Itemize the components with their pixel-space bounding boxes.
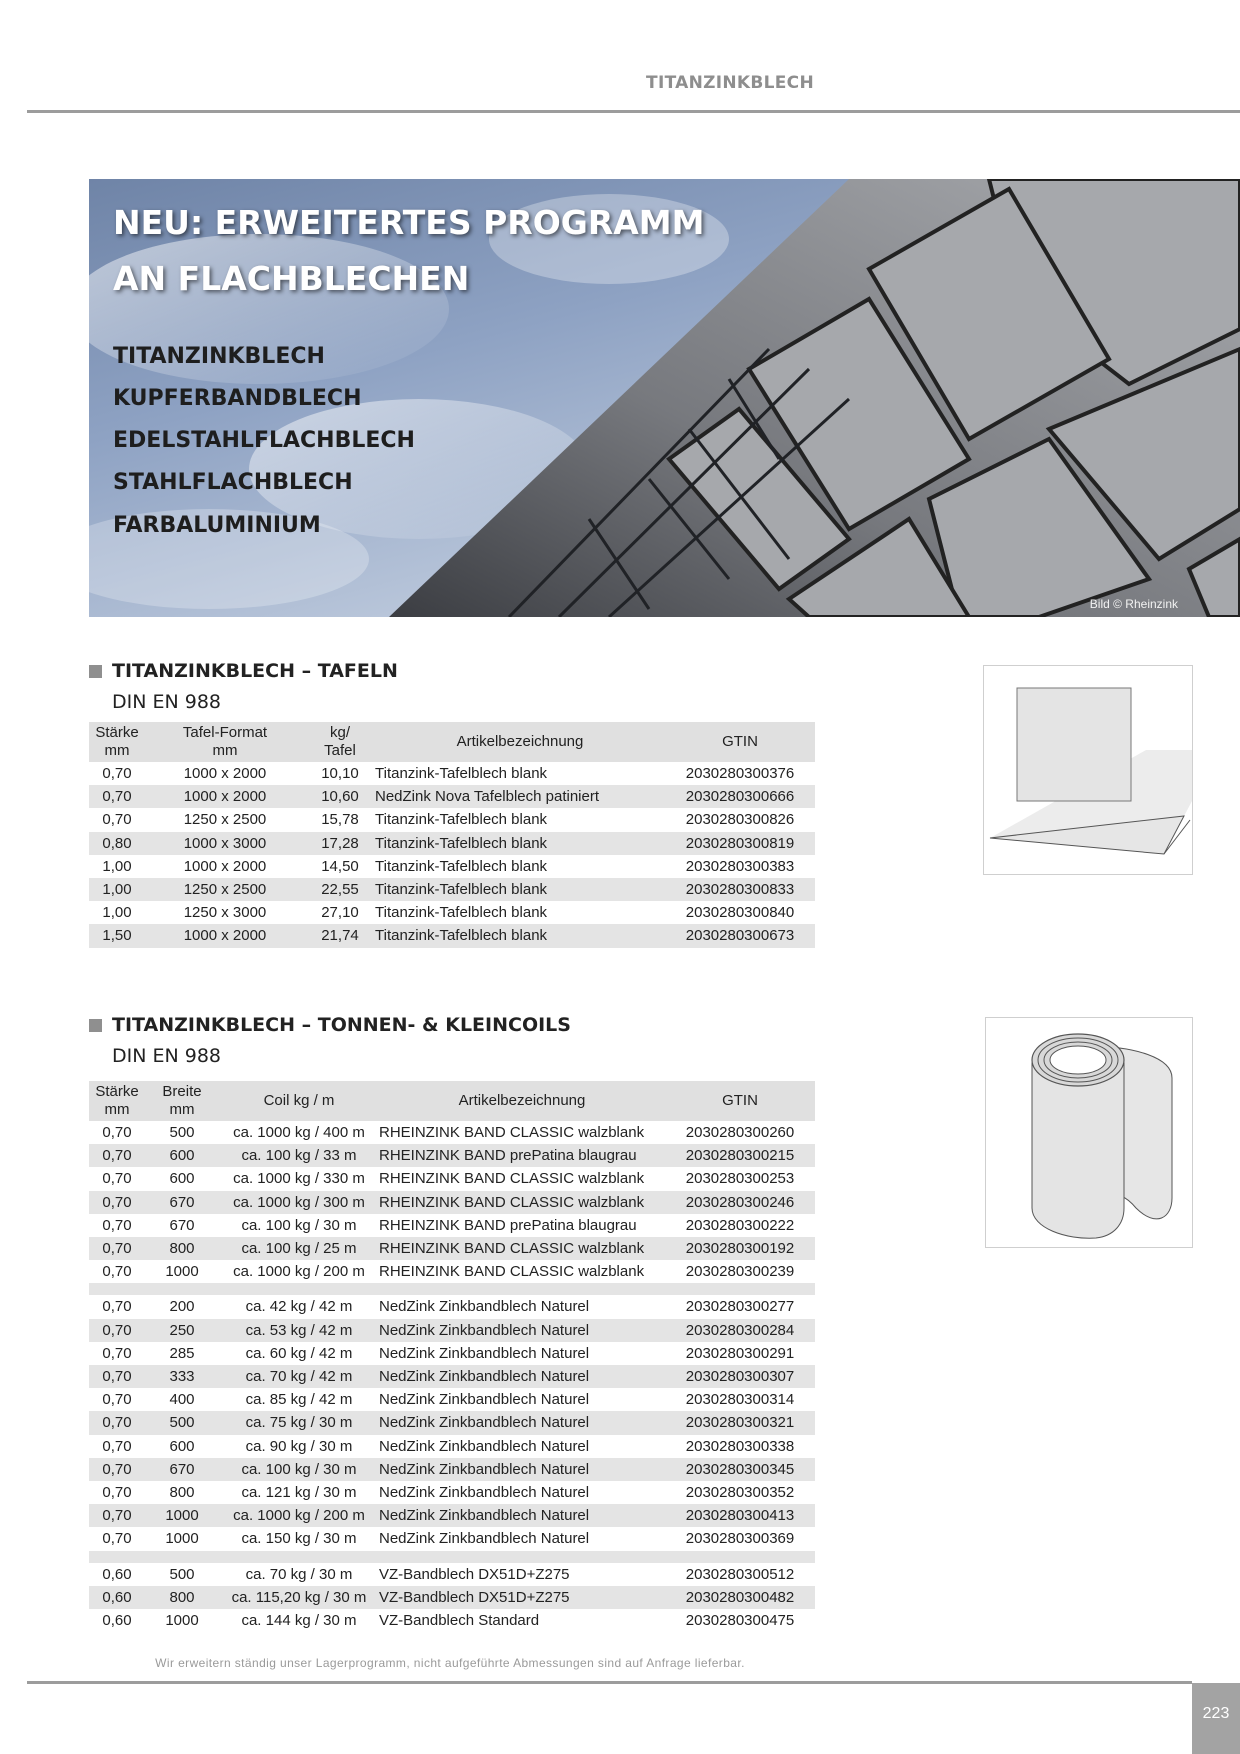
table-cell: 10,60 xyxy=(305,785,375,808)
table-cell: 1000 x 2000 xyxy=(183,765,267,782)
table-row xyxy=(89,1411,815,1434)
table-cell: 0,70 xyxy=(89,1365,145,1388)
table-row xyxy=(89,901,815,924)
table-cell: 2030280300376 xyxy=(685,765,795,782)
sheet-illustration xyxy=(983,665,1193,875)
table-cell: 200 xyxy=(169,1298,195,1316)
table-cell: ca. 150 kg / 30 m xyxy=(241,1530,357,1548)
table-row xyxy=(89,1342,815,1365)
table-cell: RHEINZINK BAND CLASSIC walzblank xyxy=(379,1263,645,1281)
table-cell: 1250 x 2500 xyxy=(183,811,267,829)
table-cell: 2030280300345 xyxy=(665,1458,815,1481)
table-cell: RHEINZINK BAND CLASSIC walzblank xyxy=(379,1237,665,1260)
section-bullet-icon xyxy=(89,665,102,678)
table-cell: 0,70 xyxy=(102,811,132,829)
table-row xyxy=(89,1563,815,1586)
table-cell: 0,70 xyxy=(102,1298,132,1316)
table-cell: 2030280300291 xyxy=(685,1344,795,1362)
table-cell: 10,10 xyxy=(321,765,359,782)
table-cell: 0,70 xyxy=(102,1391,132,1409)
table-row xyxy=(89,1435,815,1458)
group-spacer-row xyxy=(89,1551,815,1563)
table-cell: 1000 xyxy=(165,1530,199,1548)
table-cell: 2030280300666 xyxy=(665,785,815,808)
table-cell: 0,70 xyxy=(102,1530,132,1548)
table-cell: 2030280300321 xyxy=(665,1411,815,1434)
table-cell: 1,00 xyxy=(102,857,132,875)
table-cell: 500 xyxy=(145,1411,219,1434)
hero-item: STAHLFLACHBLECH xyxy=(113,470,353,495)
table-cell: 1000 x 3000 xyxy=(145,832,305,855)
table-cell: NedZink Nova Tafelblech patiniert xyxy=(375,785,665,808)
table-cell: 2030280300475 xyxy=(685,1612,795,1630)
table-cell: VZ-Bandblech DX51D+Z275 xyxy=(379,1586,665,1609)
table-cell: NedZink Zinkbandblech Naturel xyxy=(379,1530,590,1548)
tafeln-table xyxy=(89,722,815,948)
hero-title xyxy=(113,195,704,307)
table-row xyxy=(89,1237,815,1260)
table-cell: 2030280300413 xyxy=(665,1504,815,1527)
table-cell: 2030280300673 xyxy=(665,924,815,947)
table-cell: 2030280300840 xyxy=(685,904,795,922)
table-cell: NedZink Zinkbandblech Naturel xyxy=(379,1319,665,1342)
table-cell: 333 xyxy=(145,1365,219,1388)
table-row xyxy=(89,1609,815,1632)
table-row xyxy=(89,1295,815,1318)
table-cell: 1000 xyxy=(165,1612,199,1630)
table-cell: ca. 100 kg / 30 m xyxy=(241,1216,357,1234)
section-title: TITANZINKBLECH – TAFELN xyxy=(112,660,398,682)
table-cell: 2030280300819 xyxy=(665,832,815,855)
hero-item: EDELSTAHLFLACHBLECH xyxy=(113,428,415,453)
table-cell: 1000 x 2000 xyxy=(183,857,267,875)
table-cell: 0,70 xyxy=(102,765,132,782)
table-row xyxy=(89,1191,815,1214)
group-spacer-row xyxy=(89,1283,815,1295)
table-cell: 14,50 xyxy=(321,857,359,875)
table-cell: 2030280300239 xyxy=(685,1263,795,1281)
table-cell: 2030280300260 xyxy=(685,1124,795,1141)
table-row xyxy=(89,762,815,785)
table-cell: ca. 53 kg / 42 m xyxy=(219,1319,379,1342)
table-cell: Titanzink-Tafelblech blank xyxy=(375,924,665,947)
table-cell: ca. 70 kg / 30 m xyxy=(245,1565,353,1583)
column-header: Stärke mm xyxy=(89,1081,145,1121)
coil-illustration xyxy=(985,1017,1193,1248)
table-cell: RHEINZINK BAND CLASSIC walzblank xyxy=(379,1124,645,1141)
table-cell: 0,60 xyxy=(102,1565,132,1583)
table-cell: NedZink Zinkbandblech Naturel xyxy=(379,1411,665,1434)
table-cell: 2030280300826 xyxy=(685,811,795,829)
table-cell: 285 xyxy=(169,1344,195,1362)
page-number-box xyxy=(1192,1683,1240,1754)
table-cell: 1250 x 3000 xyxy=(183,904,267,922)
column-header: Artikelbezeichnung xyxy=(379,1081,665,1121)
table-cell: ca. 1000 kg / 200 m xyxy=(233,1263,365,1281)
table-row xyxy=(89,924,815,947)
table-cell: Titanzink-Tafelblech blank xyxy=(375,857,548,875)
table-cell: 250 xyxy=(145,1319,219,1342)
table-cell: Titanzink-Tafelblech blank xyxy=(375,811,548,829)
table-cell: NedZink Zinkbandblech Naturel xyxy=(379,1344,590,1362)
table-cell: ca. 144 kg / 30 m xyxy=(241,1612,357,1630)
section-subtitle: DIN EN 988 xyxy=(112,1045,222,1067)
table-cell: ca. 100 kg / 30 m xyxy=(219,1458,379,1481)
table-cell: ca. 100 kg / 33 m xyxy=(219,1144,379,1167)
table-cell: NedZink Zinkbandblech Naturel xyxy=(379,1458,665,1481)
hero-title-line-2: AN FLACHBLECHEN xyxy=(113,259,470,298)
table-row xyxy=(89,1214,815,1237)
table-cell: 0,70 xyxy=(102,1344,132,1362)
table-cell: RHEINZINK BAND CLASSIC walzblank xyxy=(379,1170,645,1188)
table-cell: 800 xyxy=(145,1586,219,1609)
section-subtitle: DIN EN 988 xyxy=(112,691,222,713)
section-title: TITANZINKBLECH – TONNEN- & KLEINCOILS xyxy=(112,1014,571,1036)
table-cell: 600 xyxy=(169,1437,195,1455)
column-header: Stärke mm xyxy=(89,722,145,762)
table-cell: 2030280300512 xyxy=(685,1565,795,1583)
table-cell: 1250 x 2500 xyxy=(145,878,305,901)
table-cell: 670 xyxy=(145,1458,219,1481)
running-header-title: TITANZINKBLECH xyxy=(646,73,814,93)
table-cell: 1,00 xyxy=(102,904,132,922)
table-cell: NedZink Zinkbandblech Naturel xyxy=(379,1484,590,1502)
table-cell: 2030280300482 xyxy=(665,1586,815,1609)
table-cell: Titanzink-Tafelblech blank xyxy=(375,832,665,855)
table-row xyxy=(89,808,815,831)
page-number: 223 xyxy=(1202,1705,1230,1722)
image-credit: Bild © Rheinzink xyxy=(1089,597,1178,611)
table-cell: ca. 1000 kg / 400 m xyxy=(233,1124,365,1141)
table-cell: 2030280300369 xyxy=(685,1530,795,1548)
table-cell: 600 xyxy=(169,1170,195,1188)
table-row xyxy=(89,1365,815,1388)
table-cell: ca. 100 kg / 25 m xyxy=(219,1237,379,1260)
table-cell: NedZink Zinkbandblech Naturel xyxy=(379,1437,590,1455)
table-cell: ca. 1000 kg / 330 m xyxy=(233,1170,365,1188)
table-cell: VZ-Bandblech DX51D+Z275 xyxy=(379,1565,570,1583)
table-cell: 670 xyxy=(169,1216,195,1234)
hero-title-line-1: NEU: ERWEITERTES PROGRAMM xyxy=(113,203,705,242)
table-cell: 1000 xyxy=(145,1504,219,1527)
table-cell: ca. 1000 kg / 300 m xyxy=(219,1191,379,1214)
table-cell: 1,50 xyxy=(89,924,145,947)
table-cell: 0,80 xyxy=(89,832,145,855)
table-cell: 2030280300253 xyxy=(685,1170,795,1188)
table-cell: 21,74 xyxy=(305,924,375,947)
coils-table xyxy=(89,1081,815,1632)
table-cell: 0,70 xyxy=(89,785,145,808)
coil-roll-icon xyxy=(986,1018,1192,1247)
table-row xyxy=(89,855,815,878)
table-cell: Titanzink-Tafelblech blank xyxy=(375,904,548,922)
table-cell: ca. 60 kg / 42 m xyxy=(245,1344,353,1362)
table-row xyxy=(89,1319,815,1342)
header-rule xyxy=(27,110,1240,113)
table-cell: 0,60 xyxy=(89,1586,145,1609)
table-row xyxy=(89,1586,815,1609)
table-row xyxy=(89,785,815,808)
table-cell: NedZink Zinkbandblech Naturel xyxy=(379,1391,590,1409)
table-cell: Titanzink-Tafelblech blank xyxy=(375,878,665,901)
table-row xyxy=(89,1167,815,1190)
table-cell: 2030280300833 xyxy=(665,878,815,901)
table-row xyxy=(89,1260,815,1283)
column-header: Breite mm xyxy=(145,1081,219,1121)
table-row xyxy=(89,832,815,855)
hero-banner xyxy=(89,179,1240,617)
table-cell: ca. 42 kg / 42 m xyxy=(245,1298,353,1316)
table-row xyxy=(89,1121,815,1144)
table-row xyxy=(89,1388,815,1411)
table-cell: Titanzink-Tafelblech blank xyxy=(375,765,548,782)
table-cell: 2030280300222 xyxy=(685,1216,795,1234)
table-cell: 2030280300215 xyxy=(665,1144,815,1167)
column-header: Coil kg / m xyxy=(219,1081,379,1121)
table-cell: 0,70 xyxy=(89,1504,145,1527)
table-cell: 0,70 xyxy=(89,1411,145,1434)
hero-item: KUPFERBANDBLECH xyxy=(113,386,362,411)
hero-item: TITANZINKBLECH xyxy=(113,344,325,369)
table-row xyxy=(89,878,815,901)
column-header: GTIN xyxy=(665,722,815,762)
table-cell: 800 xyxy=(169,1484,195,1502)
table-header-row xyxy=(89,1081,815,1121)
table-header-row xyxy=(89,722,815,762)
table-cell: RHEINZINK BAND prePatina blaugrau xyxy=(379,1144,665,1167)
table-cell: ca. 121 kg / 30 m xyxy=(241,1484,357,1502)
table-cell: 2030280300352 xyxy=(685,1484,795,1502)
table-cell: 0,70 xyxy=(89,1458,145,1481)
table-cell: 17,28 xyxy=(305,832,375,855)
footnote: Wir erweitern ständig unser Lagerprogramm, nicht aufgeführte Abmessungen sind auf Anfrage lieferbar. xyxy=(155,1656,745,1670)
table-cell: 600 xyxy=(145,1144,219,1167)
table-cell: ca. 75 kg / 30 m xyxy=(219,1411,379,1434)
table-cell: 0,70 xyxy=(89,1237,145,1260)
flat-sheet-icon xyxy=(984,666,1192,874)
table-cell: ca. 70 kg / 42 m xyxy=(219,1365,379,1388)
table-cell: 500 xyxy=(169,1565,195,1583)
table-cell: 400 xyxy=(169,1391,195,1409)
table-cell: ca. 85 kg / 42 m xyxy=(245,1391,353,1409)
table-cell: 0,70 xyxy=(89,1144,145,1167)
table-cell: RHEINZINK BAND CLASSIC walzblank xyxy=(379,1191,665,1214)
column-header: Artikelbezeichnung xyxy=(375,722,665,762)
section-bullet-icon xyxy=(89,1019,102,1032)
table-cell: NedZink Zinkbandblech Naturel xyxy=(379,1504,665,1527)
table-cell: 800 xyxy=(145,1237,219,1260)
table-cell: 0,70 xyxy=(102,1124,132,1141)
table-cell: 670 xyxy=(145,1191,219,1214)
table-cell: 1000 x 2000 xyxy=(145,924,305,947)
table-cell: ca. 1000 kg / 200 m xyxy=(219,1504,379,1527)
hero-item: FARBALUMINIUM xyxy=(113,513,321,538)
table-cell: 0,70 xyxy=(102,1216,132,1234)
table-cell: 0,60 xyxy=(102,1612,132,1630)
table-row xyxy=(89,1527,815,1550)
table-cell: 0,70 xyxy=(89,1191,145,1214)
table-cell: 0,70 xyxy=(102,1437,132,1455)
footer-rule xyxy=(27,1681,1192,1684)
table-cell: 0,70 xyxy=(102,1263,132,1281)
table-row xyxy=(89,1458,815,1481)
table-cell: 2030280300246 xyxy=(665,1191,815,1214)
table-cell: NedZink Zinkbandblech Naturel xyxy=(379,1365,665,1388)
table-cell: 22,55 xyxy=(305,878,375,901)
table-cell: VZ-Bandblech Standard xyxy=(379,1612,540,1630)
column-header: kg/ Tafel xyxy=(305,722,375,762)
table-cell: 0,70 xyxy=(102,1170,132,1188)
table-row xyxy=(89,1481,815,1504)
table-cell: 2030280300338 xyxy=(685,1437,795,1455)
table-cell: ca. 90 kg / 30 m xyxy=(245,1437,353,1455)
table-cell: 2030280300284 xyxy=(665,1319,815,1342)
table-cell: 0,70 xyxy=(102,1484,132,1502)
table-cell: 15,78 xyxy=(321,811,359,829)
table-cell: 500 xyxy=(169,1124,195,1141)
table-cell: NedZink Zinkbandblech Naturel xyxy=(379,1298,590,1316)
table-cell: RHEINZINK BAND prePatina blaugrau xyxy=(379,1216,637,1234)
table-cell: 1000 x 2000 xyxy=(145,785,305,808)
table-cell: 2030280300307 xyxy=(665,1365,815,1388)
table-cell: ca. 115,20 kg / 30 m xyxy=(219,1586,379,1609)
table-cell: 2030280300314 xyxy=(685,1391,795,1409)
table-cell: 0,70 xyxy=(89,1319,145,1342)
table-cell: 27,10 xyxy=(321,904,359,922)
table-cell: 1,00 xyxy=(89,878,145,901)
table-row xyxy=(89,1144,815,1167)
column-header: Tafel-Format mm xyxy=(145,722,305,762)
table-cell: 1000 xyxy=(165,1263,199,1281)
column-header: GTIN xyxy=(665,1081,815,1121)
table-cell: 2030280300192 xyxy=(665,1237,815,1260)
table-row xyxy=(89,1504,815,1527)
table-cell: 2030280300277 xyxy=(685,1298,795,1316)
table-cell: 2030280300383 xyxy=(685,857,795,875)
